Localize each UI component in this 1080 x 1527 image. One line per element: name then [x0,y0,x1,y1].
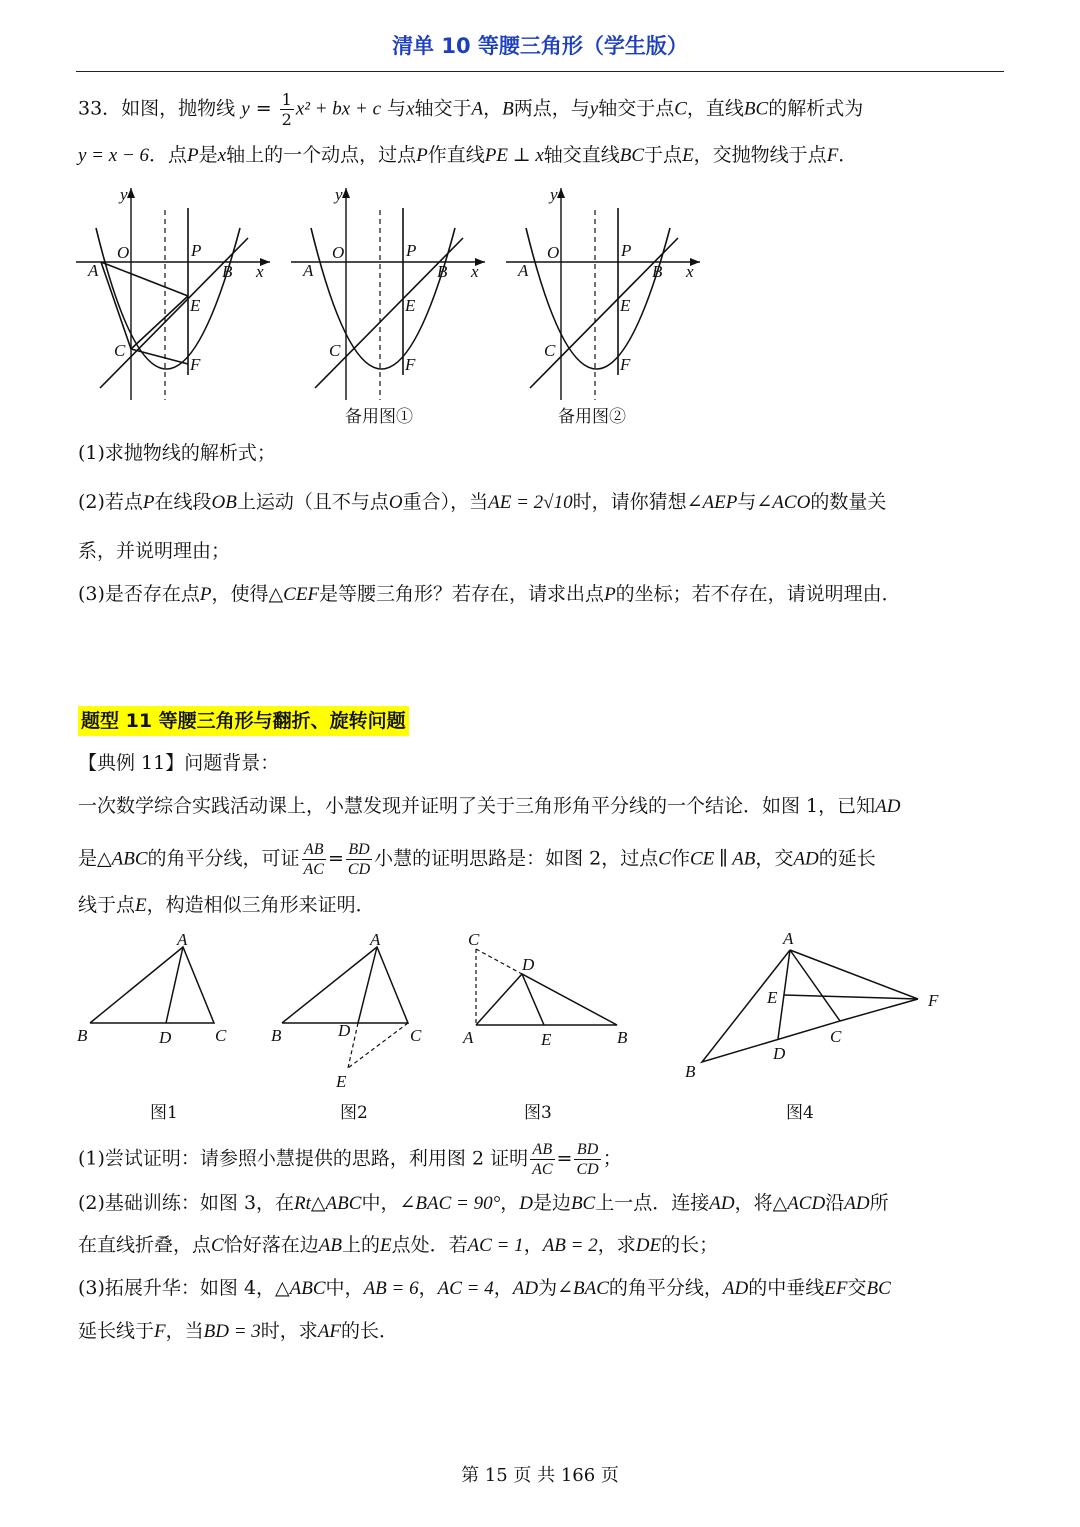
header-divider [76,71,1004,72]
text: ，直线 [686,97,744,120]
label-A: A [370,930,381,949]
text: (1)尝试证明：请参照小慧提供的思路，利用图 2 证明 [78,1147,529,1170]
label-C: C [410,1026,422,1045]
var: AC = 4 [437,1278,494,1299]
text: (2)若点 [78,491,143,513]
var: CE ∥ AB [689,848,756,870]
text: 一次数学综合实践活动课上，小慧发现并证明了关于三角形角平分线的一个结论．如图 1，已知 [78,795,876,817]
text: 与 [737,491,757,513]
text: ．点 [149,144,188,166]
var: x [406,98,415,120]
text: 交 [847,1277,867,1299]
text: 小慧的证明思路是：如图 2，过点 [374,847,659,870]
eq-rest: x² + bx + c [295,98,381,120]
fraction-bd-cd [574,1140,600,1179]
label-E: E [336,1072,347,1090]
var: BC [743,98,769,120]
label-B: B [685,1062,696,1081]
example-para-line-3 [78,892,375,919]
eq-y: y [241,98,250,120]
caption-fig-4: 图4 [786,1103,814,1123]
sub-question-3-line-2 [78,1318,398,1345]
fraction-bd-cd [346,840,372,879]
fraction-ab-ac [530,1140,554,1179]
var: AD [512,1278,539,1299]
label-E: E [190,296,201,315]
label-C: C [830,1027,842,1046]
var: AD [844,1193,870,1214]
text: 上一点．连接 [595,1192,710,1214]
text: 沿 [825,1192,845,1214]
var: AE = 2√10 [488,492,573,513]
page-header-title: 清单 10 等腰三角形（学生版） [392,34,688,58]
label-E: E [405,296,416,315]
parabola-figures [70,180,710,405]
label-A: A [463,1028,474,1047]
var: △ABC [97,848,148,870]
label-y: y [120,185,128,204]
caption-fig-2: 图2 [340,1103,368,1123]
text: ， [500,1192,520,1214]
problem-33-q2 [78,489,886,516]
var: AD [793,848,819,870]
label-E: E [767,988,778,1007]
text: ，使得 [211,583,269,605]
label-y: y [550,185,558,204]
problem-33-q1: (1)求抛物线的解析式； [78,442,276,464]
label-F: F [928,991,939,1010]
text: 轴上的一个动点，过点 [226,144,417,166]
text: 是边 [532,1192,571,1214]
text: ，交 [755,847,794,870]
text: 时，请你猜想 [572,491,687,513]
label-B: B [77,1026,88,1045]
var: P [604,584,616,605]
var: BC [570,1193,596,1214]
label-P: P [191,241,202,260]
text: ，交抛物线于点 [693,144,827,166]
var: B [502,98,514,120]
sub-question-2-line-2 [78,1232,718,1259]
var: AB = 6 [363,1278,419,1299]
problem-33-q3 [78,581,901,608]
text: 的数量关 [810,491,887,513]
var: △ACD [772,1193,826,1214]
label-D: D [522,955,535,974]
var: AB [318,1235,342,1256]
text: 点处．若 [391,1234,468,1256]
var: AC = 1 [467,1235,524,1256]
label-E: E [620,296,631,315]
text: 的延长 [818,847,876,870]
var: E [379,1235,392,1256]
var: P [199,584,212,605]
var: △CEF [268,584,320,605]
triangle-figures [70,925,970,1090]
example-para-line-2: 是△ABC的角平分线，可证 $\frac{AB}{AC}$ = $\frac{BD}{CD}$ 小慧的证明思路是：如图 2，过点C作CE ∥ AB，交AD的延长 [78,841,876,878]
var: ∠AEP [686,492,738,513]
var: F [826,145,839,166]
var: P [416,145,428,166]
text: 的长； [661,1234,719,1256]
frac-den: AC [303,861,324,878]
label-O: O [332,243,345,262]
equation: y = x − 6 [78,145,150,166]
example-para-line-1 [78,793,900,820]
frac-num: BD [346,840,372,860]
var: △ABC [275,1278,326,1299]
text: ， [493,1277,513,1299]
figure-4 [685,929,939,1081]
var: AD [722,1278,749,1299]
var: ∠ACO [756,492,811,513]
text: 中， [361,1192,400,1214]
label-B: B [222,262,233,281]
label-y: y [335,185,343,204]
var: AB = 2 [542,1235,598,1256]
page-footer: 第 15 页 共 166 页 [461,1465,619,1486]
frac-den: CD [576,1161,599,1178]
problem-33-line-1: 33．如图，抛物线 y = $\frac{1}{2}$ x² + bx + c 与x轴交于A，B两点，与y轴交于点C，直线BC的解析式为 [78,90,864,129]
label-C: C [468,930,480,949]
sub-question-3-line-1 [78,1275,891,1302]
parabola-figure-spare-1 [291,185,485,400]
parabola-figure-main [76,185,270,400]
var: Rt△ABC [294,1193,362,1214]
var: C [658,848,671,870]
text: ； [602,1147,622,1170]
var: ∠BAC = 90° [399,1193,501,1214]
fraction-ab-ac [302,840,326,879]
var: DE [635,1235,662,1256]
text: (3)是否存在点 [78,583,200,605]
text: 的中垂线 [748,1277,825,1299]
var: D [519,1193,533,1214]
text: 的角平分线， [608,1277,723,1299]
text: 时，求 [260,1320,318,1342]
label-A: A [783,929,794,948]
text: 是 [198,144,218,166]
text: 恰好落在边 [223,1234,319,1256]
frac-den: 2 [281,110,292,129]
text: ，当 [165,1320,204,1342]
label-E: E [541,1030,552,1049]
var: ∠BAC [557,1278,609,1299]
text: 为 [538,1277,558,1299]
label-D: D [773,1044,786,1063]
figure-1 [77,930,227,1047]
text: 重合），当 [402,491,489,513]
label-A: A [303,261,314,280]
frac-den: CD [347,861,371,878]
var: AD [875,796,901,817]
text: 是等腰三角形？若存在，请求出点 [319,583,605,605]
label-C: C [544,341,556,360]
text: 33．如图，抛物线 [78,97,236,120]
label-D: D [338,1021,351,1040]
text: 轴交于 [414,97,472,120]
text: ， [483,97,503,120]
label-B: B [652,262,663,281]
text: ， [418,1277,438,1299]
text: 轴交于点 [598,97,675,120]
label-P: P [621,241,632,260]
var: E [135,895,147,916]
label-A: A [177,930,188,949]
label-D: D [159,1028,172,1047]
caption-fig-3: 图3 [524,1103,552,1123]
sub-question-1: (1)尝试证明：请参照小慧提供的思路，利用图 2 证明 $\frac{AB}{AC}$ = $\frac{BD}{CD}$ ； [78,1141,622,1178]
var: E [682,145,694,166]
label-F: F [405,355,416,374]
label-F: F [620,355,631,374]
frac-num: AB [302,840,326,860]
var: O [388,492,403,513]
var: BC [866,1278,891,1299]
label-C: C [215,1026,227,1045]
var: AF [317,1321,342,1342]
var: BC [619,145,645,166]
label-A: A [518,261,529,280]
text: 作直线 [427,144,485,166]
var: P [187,145,199,166]
var: C [674,98,687,120]
label-B: B [437,262,448,281]
caption-fig-1: 图1 [150,1103,178,1123]
label-B: B [271,1026,282,1045]
text: ，求 [597,1234,636,1256]
example-heading: 【典例 11】问题背景： [78,752,280,774]
text: 的解析式为 [768,97,864,120]
var: PE ⊥ x [484,145,544,166]
label-A: A [88,261,99,280]
caption-spare-2: 备用图② [558,407,626,427]
var: OB [211,492,237,513]
label-P: P [406,241,417,260]
frac-num: BD [574,1140,600,1160]
label-F: F [190,355,201,374]
text: 在线段 [154,491,212,513]
text: 于点 [644,144,683,166]
label-O: O [117,243,130,262]
label-C: C [329,341,341,360]
text: ． [838,144,858,166]
text: ，构造相似三角形来证明． [146,894,375,916]
problem-33-line-2 [78,142,857,169]
label-B: B [617,1028,628,1047]
text: 的坐标；若不存在，请说明理由． [615,583,901,605]
text: 的角平分线，可证 [147,847,300,870]
text: 是 [78,847,98,870]
text: 的长． [341,1320,399,1342]
label-O: O [547,243,560,262]
text: 所 [869,1192,889,1214]
parabola-figure-spare-2 [506,185,700,400]
var: A [471,98,484,120]
var: EF [824,1278,848,1299]
figure-2 [271,930,422,1090]
text: (3)拓展升华：如图 4， [78,1277,276,1299]
var: AD [709,1193,735,1214]
text: 两点，与 [513,97,590,120]
text: 中， [325,1277,364,1299]
frac-num: 1 [281,90,292,109]
sub-question-2-line-1 [78,1190,889,1217]
label-x: x [471,262,479,281]
text: 在直线折叠，点 [78,1234,212,1256]
section-heading: 题型 11 等腰三角形与翻折、旋转问题 [78,706,409,736]
text: 上运动（且不与点 [236,491,389,513]
fraction-half [280,90,294,129]
frac-den: AC [532,1161,553,1178]
var: y [589,98,599,120]
figure-3 [462,930,628,1049]
label-x: x [686,262,694,281]
caption-spare-1: 备用图① [345,407,413,427]
label-C: C [114,341,126,360]
var: P [142,492,155,513]
var: x [217,145,227,166]
text: 与 [387,97,407,120]
text: 延长线于 [78,1320,155,1342]
var: C [211,1235,224,1256]
var: F [154,1321,166,1342]
label-x: x [256,262,264,281]
text: (2)基础训练：如图 3，在 [78,1192,295,1214]
frac-num: AB [530,1140,554,1160]
problem-33-q2-cont: 系，并说明理由； [78,540,231,562]
text: 上的 [341,1234,380,1256]
text: 轴交直线 [543,144,620,166]
text: ，将 [734,1192,773,1214]
text: 作 [670,847,690,870]
var: BD = 3 [203,1321,261,1342]
text: ， [523,1234,543,1256]
text: 线于点 [78,894,136,916]
